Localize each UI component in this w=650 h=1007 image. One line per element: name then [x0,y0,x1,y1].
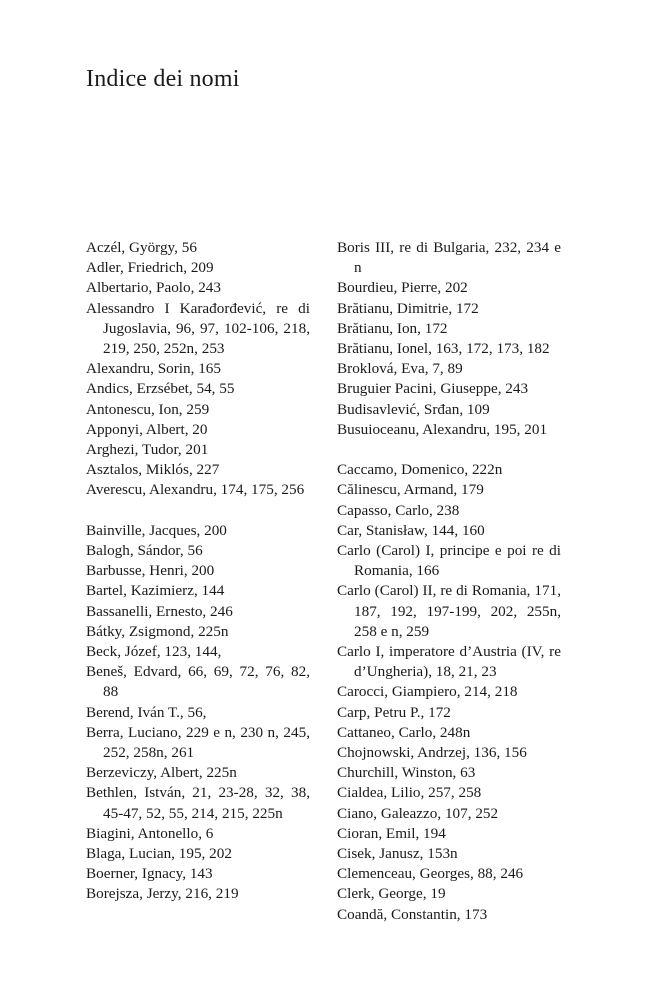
index-entry: Beck, Józef, 123, 144, [86,643,222,661]
page-title: Indice dei nomi [86,66,240,92]
index-column-left [86,238,310,905]
index-column-right [337,238,561,925]
index-entry: Berend, Iván T., 56, [86,703,207,721]
index-entry: Carocci, Giampiero, 214, 218 [337,683,518,701]
index-entry: Bourdieu, Pierre, 202 [337,279,468,297]
index-entry: Arghezi, Tudor, 201 [86,441,209,459]
index-entry: Carlo (Carol) I, principe e poi re di Romania, 166 [337,542,561,580]
index-entry: Bassanelli, Ernesto, 246 [86,602,233,620]
index-entry: Budisavlević, Srđan, 109 [337,400,490,418]
index-entry: Capasso, Carlo, 238 [337,501,460,519]
index-entry: Car, Stanisław, 144, 160 [337,521,485,539]
index-entry: Boris III, re di Bulgaria, 232, 234 e n [337,239,561,277]
index-entry: Berzeviczy, Albert, 225n [86,764,237,782]
index-entry: Brătianu, Ion, 172 [337,319,448,337]
letter-group-gap [86,501,310,521]
index-entry: Averescu, Alexandru, 174, 175, 256 [86,481,305,499]
index-entry: Borejsza, Jerzy, 216, 219 [86,885,239,903]
index-entry: Coandă, Constantin, 173 [337,905,488,923]
index-entry: Busuioceanu, Alexandru, 195, 201 [337,420,548,438]
letter-group-gap [337,440,561,460]
index-entry: Aczél, György, 56 [86,239,197,256]
index-entry: Clemenceau, Georges, 88, 246 [337,865,524,883]
index-entry: Asztalos, Miklós, 227 [86,461,220,479]
index-entry: Cioran, Emil, 194 [337,824,446,842]
index-entry: Alexandru, Sorin, 165 [86,360,221,378]
index-entry: Carlo (Carol) II, re di Romania, 171, 187, 192, 197-199, 202, 255n, 258 e n, 259 [337,582,561,640]
index-entry: Berra, Luciano, 229 e n, 230 n, 245, 252, 258n, 261 [86,723,310,762]
index-entry: Churchill, Winston, 63 [337,764,476,782]
index-entry: Brătianu, Ionel, 163, 172, 173, 182 [337,340,550,358]
index-entry: Caccamo, Domenico, 222n [337,461,503,479]
index-entry: Balogh, Sándor, 56 [86,542,203,560]
index-entry: Adler, Friedrich, 209 [86,259,214,277]
index-entry: Brătianu, Dimitrie, 172 [337,299,479,317]
index-entry: Bruguier Pacini, Giuseppe, 243 [337,380,529,398]
index-entry: Bethlen, István, 21, 23-28, 32, 38, 45-47, 52, 55, 214, 215, 225n [86,784,310,822]
index-entry: Albertario, Paolo, 243 [86,279,221,297]
index-entry: Alessandro I Karađorđević, re di Jugoslavia, 96, 97, 102-106, 218, 219, 250, 252n, 253 [86,299,310,358]
index-entry: Cattaneo, Carlo, 248n [337,723,471,741]
index-entry: Cisek, Janusz, 153n [337,845,458,863]
index-entry: Chojnowski, Andrzej, 136, 156 [337,744,527,762]
index-entry: Carp, Petru P., 172 [337,703,451,721]
index-entry: Ciano, Galeazzo, 107, 252 [337,804,499,822]
index-entry: Clerk, George, 19 [337,885,446,903]
index-entry: Antonescu, Ion, 259 [86,400,210,418]
index-entry: Barbusse, Henri, 200 [86,562,215,580]
index-entry: Apponyi, Albert, 20 [86,420,208,438]
index-entry: Beneš, Edvard, 66, 69, 72, 76, 82, 88 [86,663,310,701]
index-entry: Bátky, Zsigmond, 225n [86,622,229,640]
index-entry: Biagini, Antonello, 6 [86,824,214,842]
index-entry: Bainville, Jacques, 200 [86,521,227,539]
index-entry: Călinescu, Armand, 179 [337,481,484,499]
index-entry: Broklová, Eva, 7, 89 [337,360,463,378]
index-entry: Blaga, Lucian, 195, 202 [86,845,232,863]
index-entry: Boerner, Ignacy, 143 [86,865,213,883]
index-entry: Bartel, Kazimierz, 144 [86,582,225,600]
index-entry: Andics, Erzsébet, 54, 55 [86,380,235,398]
index-entry: Carlo I, imperatore d’Austria (IV, re d’Ungheria), 18, 21, 23 [337,643,561,681]
index-entry: Cialdea, Lilio, 257, 258 [337,784,482,802]
